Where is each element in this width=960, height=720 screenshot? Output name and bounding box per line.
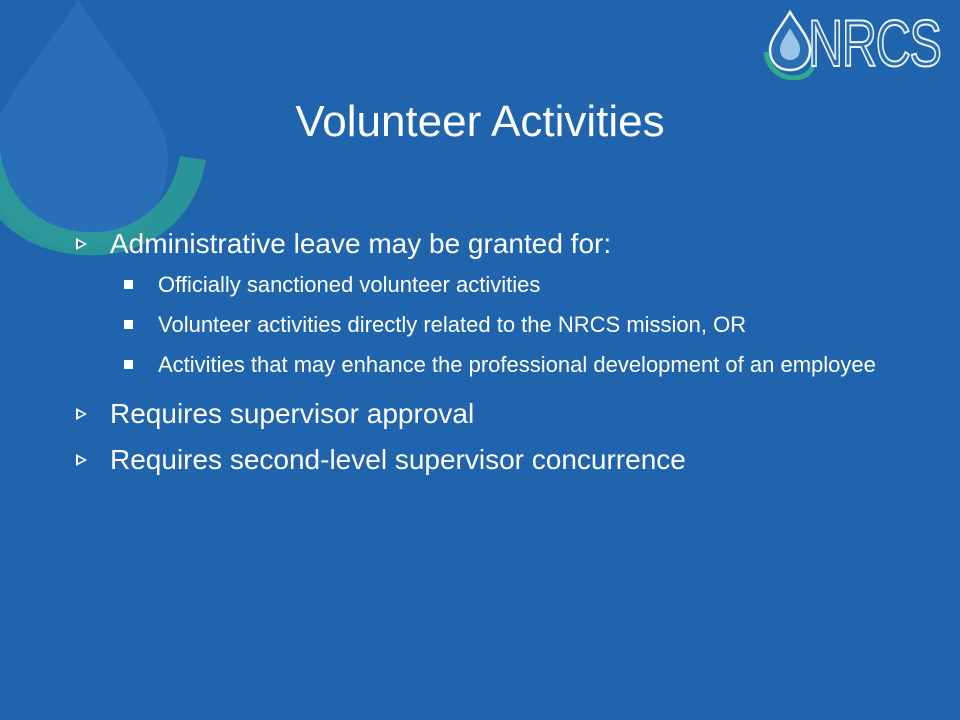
sub-bullet-text: Volunteer activities directly related to the NRCS mission, OR <box>158 312 747 337</box>
sub-bullet-officially-sanctioned <box>76 270 936 300</box>
slide-title: Volunteer Activities <box>295 97 665 146</box>
arrow-bullet-icon <box>76 408 87 420</box>
square-bullet-icon <box>124 280 133 289</box>
sub-bullet-text: Activities that may enhance the professional development of an employee <box>158 352 876 377</box>
water-drop-icon <box>764 8 814 80</box>
arrow-bullet-icon <box>76 454 87 466</box>
logo-text: NRCS <box>808 6 941 80</box>
square-bullet-icon <box>124 320 133 329</box>
nrcs-logo <box>764 6 950 84</box>
square-bullet-icon <box>124 360 133 369</box>
bullet-text: Requires second-level supervisor concurrence <box>110 444 686 475</box>
bullet-administrative-leave <box>76 224 936 264</box>
bullet-list <box>76 224 936 486</box>
bullet-text: Administrative leave may be granted for: <box>110 228 612 259</box>
bullet-second-level-concurrence <box>76 440 936 480</box>
bullet-text: Requires supervisor approval <box>110 398 475 429</box>
bullet-supervisor-approval <box>76 394 936 434</box>
sub-bullet-nrcs-mission <box>76 310 936 340</box>
sub-bullet-text: Officially sanctioned volunteer activities <box>158 272 541 297</box>
sub-bullet-professional-development <box>76 350 936 380</box>
arrow-bullet-icon <box>76 238 87 250</box>
